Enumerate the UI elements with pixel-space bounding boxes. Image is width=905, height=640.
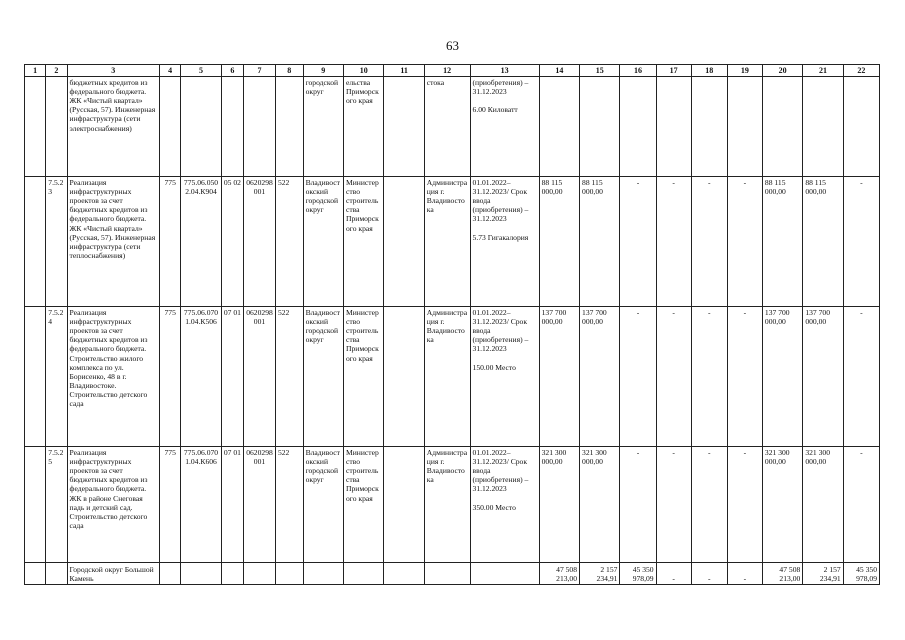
table-cell: 522 bbox=[275, 447, 303, 563]
table-cell: 321 300 000,00 bbox=[539, 447, 579, 563]
column-header: 17 bbox=[656, 65, 691, 77]
table-cell bbox=[620, 77, 656, 177]
table-cell: 0620298001 bbox=[244, 177, 276, 307]
column-header: 20 bbox=[762, 65, 802, 77]
total-cell bbox=[303, 563, 343, 585]
column-header: 7 bbox=[244, 65, 276, 77]
total-cell: 2 157 234,91 bbox=[803, 563, 843, 585]
table-cell: 775 bbox=[160, 447, 181, 563]
total-cell bbox=[384, 563, 424, 585]
table-cell: (приобретения) – 31.12.2023 6.00 Киловатт bbox=[470, 77, 539, 177]
table-cell: - bbox=[620, 447, 656, 563]
table-cell bbox=[181, 77, 221, 177]
table-row bbox=[25, 447, 880, 563]
table-cell: Владивостокский городской округ bbox=[303, 307, 343, 447]
table-cell bbox=[691, 77, 727, 177]
table-cell: 775 bbox=[160, 307, 181, 447]
header-row bbox=[25, 65, 880, 77]
table-cell: Владивостокский городской округ bbox=[303, 447, 343, 563]
total-cell bbox=[343, 563, 383, 585]
column-header: 22 bbox=[843, 65, 879, 77]
page-number: 63 bbox=[446, 38, 459, 53]
table-cell: Администрация г. Владивостока bbox=[424, 177, 470, 307]
column-header: 2 bbox=[46, 65, 67, 77]
column-header: 19 bbox=[727, 65, 762, 77]
total-cell bbox=[470, 563, 539, 585]
column-header: 12 bbox=[424, 65, 470, 77]
table-cell: 01.01.2022–31.12.2023/ Срок ввода (приобретения) – 31.12.2023 350.00 Место bbox=[470, 447, 539, 563]
total-cell: 47 508 213,00 bbox=[539, 563, 579, 585]
total-row bbox=[25, 563, 880, 585]
table-cell: - bbox=[691, 307, 727, 447]
table-cell: 137 700 000,00 bbox=[580, 307, 620, 447]
column-header: 18 bbox=[691, 65, 727, 77]
column-header: 16 bbox=[620, 65, 656, 77]
table-cell bbox=[803, 77, 843, 177]
total-cell bbox=[275, 563, 303, 585]
table-cell bbox=[25, 307, 46, 447]
table-cell bbox=[25, 177, 46, 307]
total-cell bbox=[181, 563, 221, 585]
column-header: 11 bbox=[384, 65, 424, 77]
table-cell: бюджетных кредитов из федерального бюджета. ЖК «Чистый квартал» (Русская, 57). Инженерная инфраструктура (сети электроснабжения) bbox=[67, 77, 160, 177]
table-cell: 07 01 bbox=[221, 307, 243, 447]
table-cell: - bbox=[691, 177, 727, 307]
table-cell: Министерство строительства Приморского края bbox=[343, 447, 383, 563]
table-cell: Министерство строительства Приморского края bbox=[343, 307, 383, 447]
table-cell bbox=[46, 77, 67, 177]
table-cell: - bbox=[727, 307, 762, 447]
column-header: 10 bbox=[343, 65, 383, 77]
total-cell: 45 350 978,09 bbox=[620, 563, 656, 585]
table-cell: Министерство строительства Приморского края bbox=[343, 177, 383, 307]
table-cell: Владивостокский городской округ bbox=[303, 177, 343, 307]
table-cell: - bbox=[727, 177, 762, 307]
table-cell: - bbox=[727, 447, 762, 563]
table-cell bbox=[539, 77, 579, 177]
total-cell bbox=[25, 563, 46, 585]
table-row bbox=[25, 177, 880, 307]
table-cell: Реализация инфраструктурных проектов за счет бюджетных кредитов из федерального бюджета. ЖК в районе Снеговая падь и детский сад. Строительство детского сада bbox=[67, 447, 160, 563]
column-header: 6 bbox=[221, 65, 243, 77]
table-cell: 137 700 000,00 bbox=[762, 307, 802, 447]
total-cell: - bbox=[727, 563, 762, 585]
column-header: 9 bbox=[303, 65, 343, 77]
table-cell: 88 115 000,00 bbox=[539, 177, 579, 307]
total-cell bbox=[221, 563, 243, 585]
table-cell: городской округ bbox=[303, 77, 343, 177]
table-cell bbox=[384, 447, 424, 563]
table-cell: - bbox=[656, 307, 691, 447]
budget-table bbox=[24, 64, 880, 585]
table-cell: 522 bbox=[275, 177, 303, 307]
table-cell: 7.5.24 bbox=[46, 307, 67, 447]
table-cell: Реализация инфраструктурных проектов за счет бюджетных кредитов из федерального бюджета. Строительство жилого комплекса по ул. Борисенко, 48 в г. Владивостоке. Строительство детского сада bbox=[67, 307, 160, 447]
table-cell: 07 01 bbox=[221, 447, 243, 563]
table-cell bbox=[221, 77, 243, 177]
total-cell bbox=[424, 563, 470, 585]
table-cell bbox=[275, 77, 303, 177]
table-cell: ельства Приморского края bbox=[343, 77, 383, 177]
table-cell: - bbox=[656, 177, 691, 307]
table-cell: 321 300 000,00 bbox=[762, 447, 802, 563]
table-row bbox=[25, 77, 880, 177]
total-cell: Городской округ Большой Камень bbox=[67, 563, 160, 585]
table-cell: 775.06.0701.04.К506 bbox=[181, 307, 221, 447]
column-header: 15 bbox=[580, 65, 620, 77]
table-cell: 01.01.2022–31.12.2023/ Срок ввода (приобретения) – 31.12.2023 150.00 Место bbox=[470, 307, 539, 447]
table-cell: 7.5.23 bbox=[46, 177, 67, 307]
table-cell: 0620298001 bbox=[244, 307, 276, 447]
table-cell: - bbox=[620, 307, 656, 447]
table-cell: - bbox=[691, 447, 727, 563]
column-header: 3 bbox=[67, 65, 160, 77]
table-cell: - bbox=[656, 447, 691, 563]
table-cell: 137 700 000,00 bbox=[803, 307, 843, 447]
total-cell: - bbox=[656, 563, 691, 585]
table-cell: 522 bbox=[275, 307, 303, 447]
total-cell: 45 350 978,09 bbox=[843, 563, 879, 585]
table-cell: 7.5.25 bbox=[46, 447, 67, 563]
table-cell: 775.06.0502.04.К904 bbox=[181, 177, 221, 307]
table-cell: Администрация г. Владивостока bbox=[424, 447, 470, 563]
table-cell bbox=[384, 307, 424, 447]
table-cell: Администрация г. Владивостока bbox=[424, 307, 470, 447]
table-cell bbox=[656, 77, 691, 177]
table-cell bbox=[25, 77, 46, 177]
table-cell: - bbox=[620, 177, 656, 307]
column-header: 4 bbox=[160, 65, 181, 77]
column-header: 14 bbox=[539, 65, 579, 77]
table-cell: 321 300 000,00 bbox=[580, 447, 620, 563]
table-cell bbox=[384, 177, 424, 307]
table-cell: 137 700 000,00 bbox=[539, 307, 579, 447]
table-cell: Реализация инфраструктурных проектов за счет бюджетных кредитов из федерального бюджета. ЖК «Чистый квартал» (Русская, 57). Инженерная инфраструктура (сети теплоснабжения) bbox=[67, 177, 160, 307]
table-cell: 88 115 000,00 bbox=[803, 177, 843, 307]
total-cell bbox=[160, 563, 181, 585]
table-cell: 05 02 bbox=[221, 177, 243, 307]
table-cell: - bbox=[843, 307, 879, 447]
table-cell: стока bbox=[424, 77, 470, 177]
table-cell: 775.06.0701.04.К606 bbox=[181, 447, 221, 563]
table-cell bbox=[762, 77, 802, 177]
column-header: 13 bbox=[470, 65, 539, 77]
column-header: 5 bbox=[181, 65, 221, 77]
table-cell bbox=[384, 77, 424, 177]
table-cell: - bbox=[843, 177, 879, 307]
table-cell bbox=[580, 77, 620, 177]
total-cell: 2 157 234,91 bbox=[580, 563, 620, 585]
table-cell bbox=[160, 77, 181, 177]
table-cell: 0620298001 bbox=[244, 447, 276, 563]
total-cell: - bbox=[691, 563, 727, 585]
table-cell: 88 115 000,00 bbox=[762, 177, 802, 307]
table-cell bbox=[727, 77, 762, 177]
table-cell: 321 300 000,00 bbox=[803, 447, 843, 563]
total-cell bbox=[46, 563, 67, 585]
total-cell: 47 508 213,00 bbox=[762, 563, 802, 585]
table-row bbox=[25, 307, 880, 447]
column-header: 8 bbox=[275, 65, 303, 77]
table-cell: 775 bbox=[160, 177, 181, 307]
total-cell bbox=[244, 563, 276, 585]
table-cell bbox=[244, 77, 276, 177]
table-cell: 88 115 000,00 bbox=[580, 177, 620, 307]
column-header: 21 bbox=[803, 65, 843, 77]
table-cell: 01.01.2022–31.12.2023/ Срок ввода (приобретения) – 31.12.2023 5.73 Гигакалория bbox=[470, 177, 539, 307]
table-cell bbox=[843, 77, 879, 177]
table-cell bbox=[25, 447, 46, 563]
column-header: 1 bbox=[25, 65, 46, 77]
table-cell: - bbox=[843, 447, 879, 563]
